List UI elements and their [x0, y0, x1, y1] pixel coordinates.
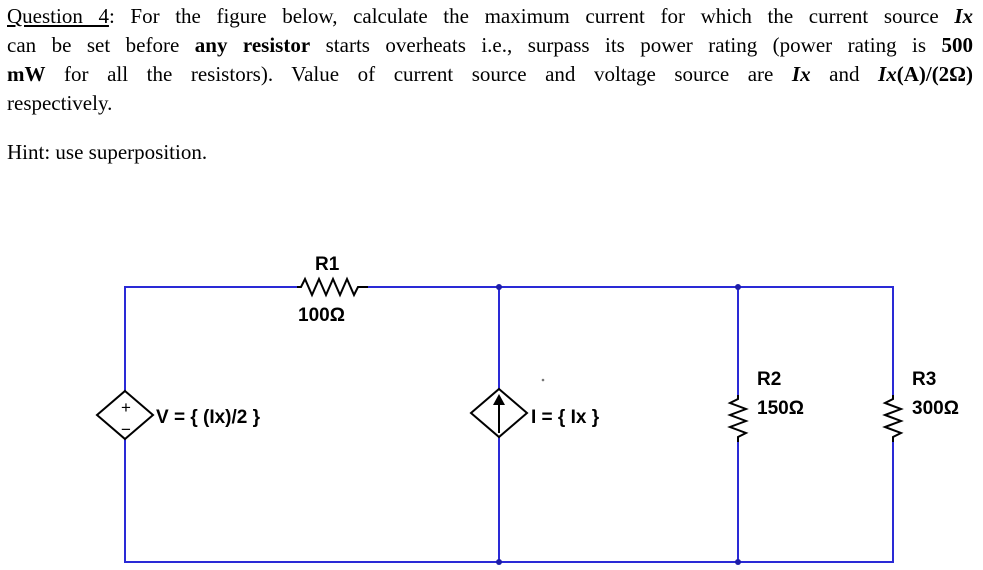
node-bottom-middle — [496, 559, 502, 565]
r2-name-label: R2 — [757, 369, 782, 390]
emphasis-any-resistor: any resistor — [194, 33, 311, 57]
power-rating-value: 500 — [941, 33, 974, 57]
question-line-3: mW for all the resistors). Value of current source and voltage source are Ix and Ix(A)/(2Ω) — [7, 62, 973, 86]
power-rating-unit: mW — [7, 62, 46, 86]
stray-dot — [542, 379, 545, 382]
r3-resistor-icon — [885, 395, 901, 442]
r2-resistor-icon — [730, 395, 746, 442]
hint-text: Hint: use superposition. — [7, 140, 208, 164]
wire-top-right — [368, 287, 893, 395]
r3-name-label: R3 — [912, 369, 937, 390]
question-number: Question 4 — [7, 4, 109, 28]
node-bottom-r2 — [735, 559, 741, 565]
wire-top-left — [125, 287, 297, 289]
r1-value-label: 100Ω — [298, 305, 345, 326]
r1-name-label: R1 — [315, 254, 340, 275]
question-line-1: Question 4: For the figure below, calculate the maximum current for which the current source Ix — [7, 4, 973, 28]
ix-variable: Ix — [954, 4, 973, 28]
question-line-4: respectively. — [7, 91, 113, 115]
isource-expression-label: I = { Ix } — [531, 407, 600, 428]
vsource-expression-label: V = { (Ix)/2 } — [156, 407, 261, 428]
node-top-middle — [496, 284, 502, 290]
question-line-2: can be set before any resistor starts overheats i.e., surpass its power rating (power rating is 500 — [7, 33, 974, 57]
r1-resistor-icon — [297, 279, 368, 295]
vsource-minus-sign: − — [121, 420, 131, 439]
r3-value-label: 300Ω — [912, 398, 959, 419]
r2-value-label: 150Ω — [757, 398, 804, 419]
vsource-plus-sign: + — [121, 398, 131, 417]
node-top-r2 — [735, 284, 741, 290]
wire-bottom — [125, 439, 893, 562]
